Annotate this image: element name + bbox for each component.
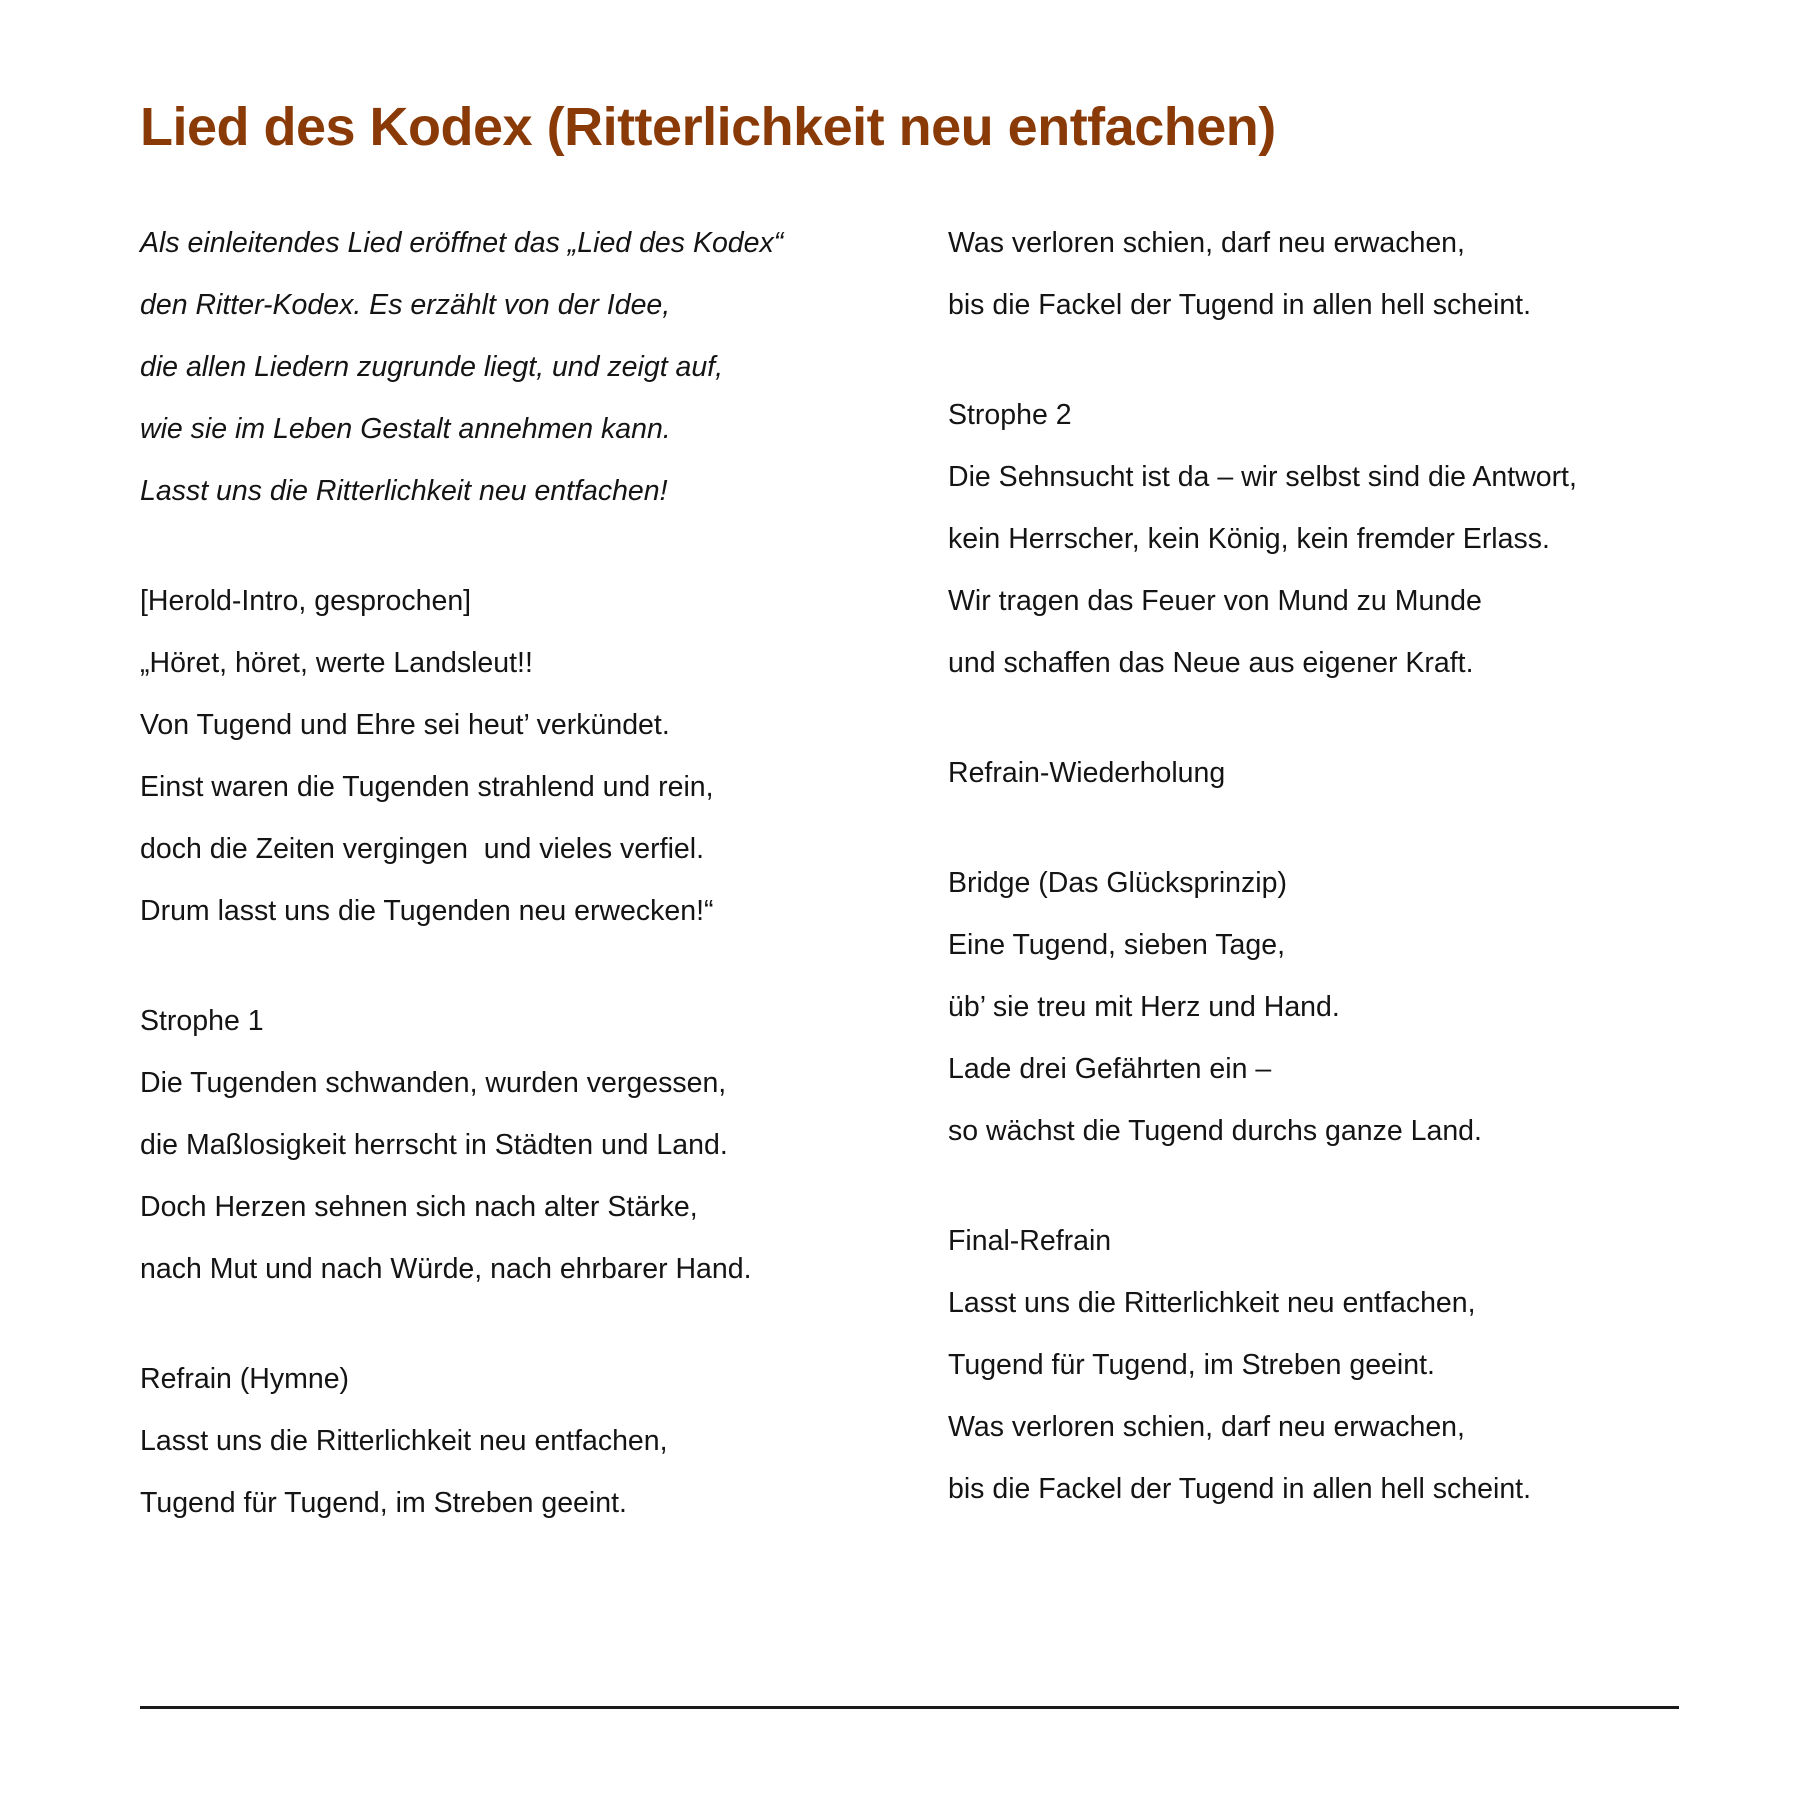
strophe-1-heading: Strophe 1 bbox=[140, 1005, 264, 1038]
herold-intro-line: Drum lasst uns die Tugenden neu erwecken!“ bbox=[140, 895, 714, 928]
herold-intro-line: „Höret, höret, werte Landsleut!! bbox=[140, 647, 533, 680]
refrain-continuation-block bbox=[948, 212, 1688, 336]
refrain-continuation-line: Was verloren schien, darf neu erwachen, bbox=[948, 227, 1465, 260]
intro-line: wie sie im Leben Gestalt annehmen kann. bbox=[140, 413, 671, 446]
intro-line: Als einleitendes Lied eröffnet das „Lied des Kodex“ bbox=[140, 227, 784, 260]
refrain-continuation-line: bis die Fackel der Tugend in allen hell scheint. bbox=[948, 289, 1532, 322]
herold-intro-line: Einst waren die Tugenden strahlend und rein, bbox=[140, 771, 714, 804]
strophe-2-line: kein Herrscher, kein König, kein fremder Erlass. bbox=[948, 523, 1550, 556]
final-refrain-heading: Final-Refrain bbox=[948, 1225, 1112, 1258]
refrain-hymne-line: Tugend für Tugend, im Streben geeint. bbox=[140, 1487, 627, 1520]
final-refrain-block bbox=[948, 1210, 1688, 1520]
bridge-line: Eine Tugend, sieben Tage, bbox=[948, 929, 1285, 962]
strophe-1-line: Die Tugenden schwanden, wurden vergessen, bbox=[140, 1067, 727, 1100]
strophe-1-block bbox=[140, 990, 880, 1300]
strophe-1-line: nach Mut und nach Würde, nach ehrbarer Hand. bbox=[140, 1253, 752, 1286]
final-refrain-line: bis die Fackel der Tugend in allen hell scheint. bbox=[948, 1473, 1532, 1506]
strophe-2-block bbox=[948, 384, 1688, 694]
left-column bbox=[140, 212, 880, 1534]
right-column bbox=[948, 212, 1688, 1534]
strophe-2-line: und schaffen das Neue aus eigener Kraft. bbox=[948, 647, 1474, 680]
refrain-wiederholung-heading: Refrain-Wiederholung bbox=[948, 757, 1226, 790]
final-refrain-line: Was verloren schien, darf neu erwachen, bbox=[948, 1411, 1465, 1444]
bridge-line: Lade drei Gefährten ein – bbox=[948, 1053, 1272, 1086]
strophe-2-line: Wir tragen das Feuer von Mund zu Munde bbox=[948, 585, 1482, 618]
refrain-wiederholung-block bbox=[948, 742, 1688, 804]
bridge-heading: Bridge (Das Glücksprinzip) bbox=[948, 867, 1287, 900]
footer-divider bbox=[140, 1706, 1679, 1709]
final-refrain-line: Lasst uns die Ritterlichkeit neu entfachen, bbox=[948, 1287, 1476, 1320]
refrain-hymne-heading: Refrain (Hymne) bbox=[140, 1363, 350, 1396]
intro-block bbox=[140, 212, 880, 522]
intro-line: Lasst uns die Ritterlichkeit neu entfachen! bbox=[140, 475, 668, 508]
bridge-block bbox=[948, 852, 1688, 1162]
herold-intro-line: doch die Zeiten vergingen und vieles verfiel. bbox=[140, 833, 705, 866]
refrain-hymne-block bbox=[140, 1348, 880, 1534]
strophe-2-line: Die Sehnsucht ist da – wir selbst sind die Antwort, bbox=[948, 461, 1577, 494]
herold-intro-block bbox=[140, 570, 880, 942]
intro-line: den Ritter-Kodex. Es erzählt von der Idee, bbox=[140, 289, 671, 322]
herold-intro-line: Von Tugend und Ehre sei heut’ verkündet. bbox=[140, 709, 670, 742]
bridge-line: so wächst die Tugend durchs ganze Land. bbox=[948, 1115, 1482, 1148]
strophe-1-line: die Maßlosigkeit herrscht in Städten und Land. bbox=[140, 1129, 728, 1162]
two-column-body bbox=[140, 212, 1679, 1534]
bridge-line: üb’ sie treu mit Herz und Hand. bbox=[948, 991, 1340, 1024]
herold-intro-heading: [Herold-Intro, gesprochen] bbox=[140, 585, 472, 618]
strophe-1-line: Doch Herzen sehnen sich nach alter Stärke, bbox=[140, 1191, 698, 1224]
page-title: Lied des Kodex (Ritterlichkeit neu entfachen) bbox=[140, 97, 1276, 157]
strophe-2-heading: Strophe 2 bbox=[948, 399, 1072, 432]
final-refrain-line: Tugend für Tugend, im Streben geeint. bbox=[948, 1349, 1435, 1382]
intro-line: die allen Liedern zugrunde liegt, und zeigt auf, bbox=[140, 351, 724, 384]
refrain-hymne-line: Lasst uns die Ritterlichkeit neu entfachen, bbox=[140, 1425, 668, 1458]
